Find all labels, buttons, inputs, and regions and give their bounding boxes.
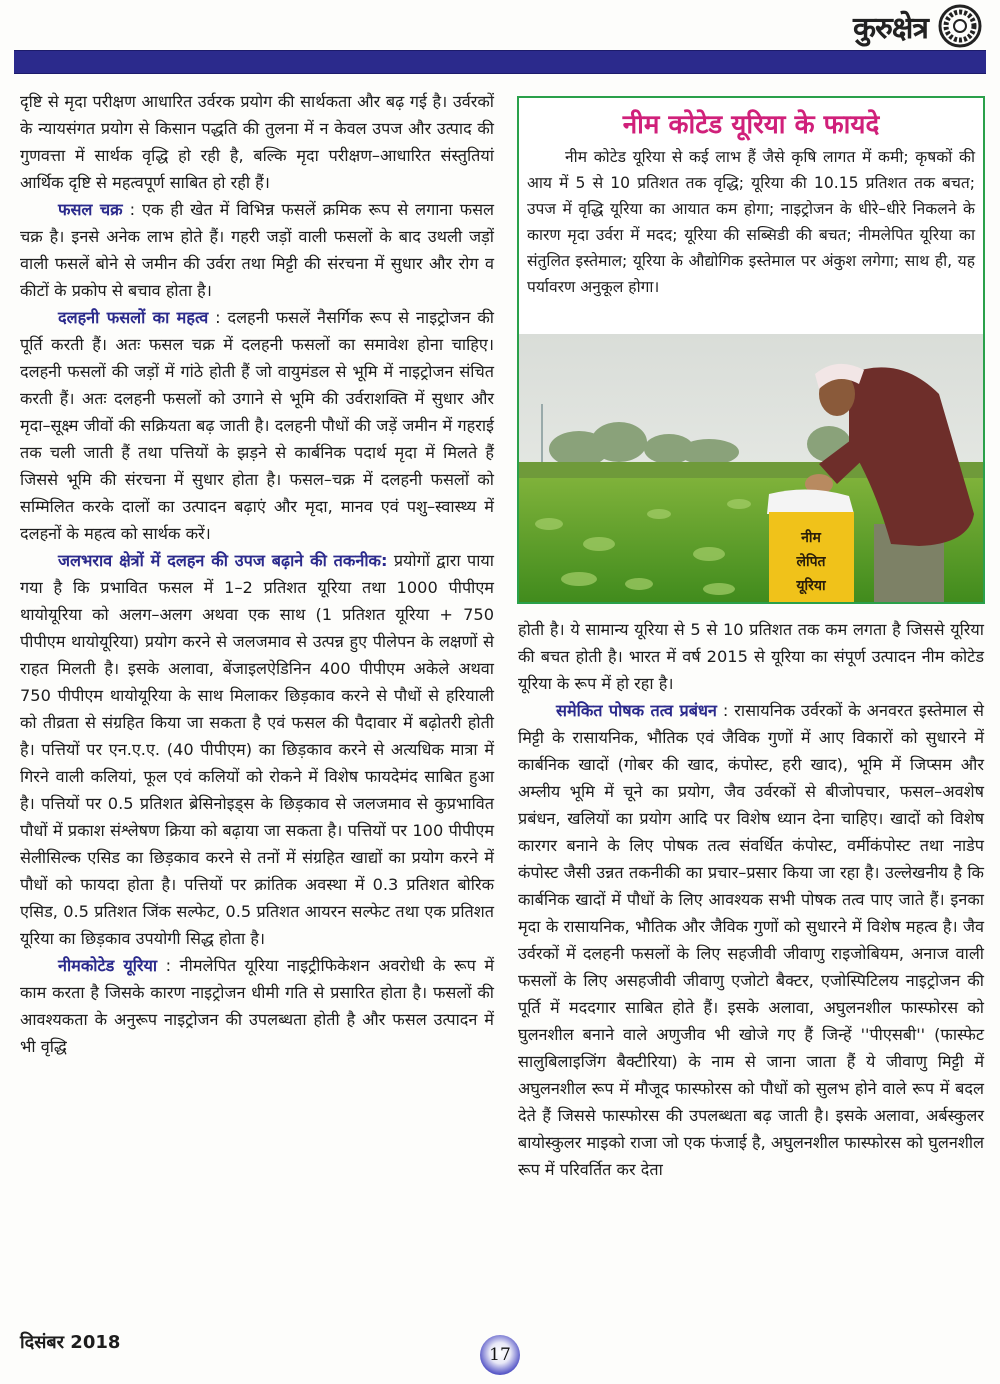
section-text: : नीमलेपित यूरिया नाइट्रीफिकेशन अवरोधी के रूप में काम करता है जिसके कारण नाइट्रोजन धीमी गति से प्रसारित होता है। फसलों की आवश्यकता के अनुरूप नाइट्रोजन की उपलब्धता होती है और फसल उत्पादन में भी वृद्धि <box>20 956 494 1056</box>
section-heading: फसल चक्र <box>58 200 123 219</box>
section-text: : रासायनिक उर्वरकों के अनवरत इस्तेमाल से मिट्टी के रासायनिक, भौतिक एवं जैविक गुणों में आए विकारों को सुधारने में कार्बनिक खादों (गोबर की खाद, कंपोस्ट, हरी खाद), भूमि में जिप्सम और अम्लीय भूमि में चूने का प्रयोग, जैव उर्वरकों से बीजोपचार, फसल–अवशेष प्रबंधन, खलियों का प्रयोग आदि पर विशेष ध्यान देना चाहिए। खादों को विशेष कारगर बनाने के लिए पोषक तत्व संवर्धित कंपोस्ट, वर्मीकंपोस्ट तथा नाडेप कंपोस्ट जैसी उन्नत तकनीकी का प्रचार–प्रसार किया जा रहा है। उल्लेखनीय है कि कार्बनिक खादों में पौधों के लिए आवश्यक सभी पोषक तत्व पाए जाते हैं। इनका मृदा के रासायनिक, भौतिक और जैविक गुणों को सुधारने में विशेष महत्व है। जैव उर्वरकों में दलहनी फसलों के लिए सहजीवी जीवाणु राइजोबियम, अनाज वाली फसलों के लिए असहजीवी जीवाणु एजोटो बैक्टर, एजोस्पिटिलय नाइट्रोजन की पूर्ति में मददगार साबित होते हैं। इसके अलावा, अघुलनशील फास्फोरस को घुलनशील बनाने वाले अणुजीव भी खोजे गए हैं जिन्हें ''पीएसबी'' (फास्फेट सालुबिलाइजिंग बैक्टीरिया) के नाम से जाना जाता हैं ये जीवाणु मिट्टी में अघुलनशील रूप में मौजूद फास्फोरस को पौधों को सुलभ होने वाले रूप में बदल देते हैं जिससे फास्फोरस की उपलब्धता बढ़ जाती है। इसके अलावा, अर्बस्कुलर बायोस्कुलर माइको राजा जो एक फंजाई है, अघुलनशील फास्फोरस को घुलनशील रूप में परिवर्तित कर देता <box>518 701 984 1179</box>
left-column <box>20 88 494 1060</box>
section-waterlogging <box>20 547 494 952</box>
masthead <box>853 4 982 48</box>
section-integrated-nutrient <box>518 697 984 1183</box>
section-neem-urea <box>20 952 494 1060</box>
section-heading: दलहनी फसलों का महत्व <box>58 308 209 327</box>
section-heading: समेकित पोषक तत्व प्रबंधन <box>556 701 717 720</box>
emblem-wheel-icon <box>938 4 982 48</box>
section-text: : दलहनी फसलें नैसर्गिक रूप से नाइट्रोजन की पूर्ति करती हैं। अतः फसल चक्र में दलहनी फसलों का समावेश होना चाहिए। दलहनी फसलों की जड़ों में गांठे होती हैं जो वायुमंडल से भूमि में नाइट्रोजन संचित करती हैं। अतः दलहनी फसलों को उगाने से भूमि की उर्वराशक्ति में सुधार और मृदा–सूक्ष्म जीवों की सक्रियता बढ़ जाती है। दलहनी पौधों की जड़ें जमीन में गहराई तक चली जाती हैं तथा पत्तियों के झड़ने से कार्बनिक पदार्थ मृदा में मिलते हैं जिससे भूमि की संरचना में सुधार होता है। फसल–चक्र में दलहनी फसलों को सम्मिलित करके दालों का उत्पादन बढ़ाएं और मृदा, मानव एवं पशु–स्वास्थ्य में दलहनों के महत्व को सार्थक करें। <box>20 308 494 543</box>
section-pulse-crops <box>20 304 494 547</box>
bag-label-line: यूरिया <box>796 578 826 594</box>
bag-label-line: लेपित <box>796 554 826 570</box>
header-bar <box>14 50 986 74</box>
magazine-name: कुरुक्षेत्र <box>852 10 928 46</box>
box-text: नीम कोटेड यूरिया से कई लाभ हैं जैसे कृषि लागत में कमी; कृषकों की आय में 5 से 10 प्रतिशत तक वृद्धि; यूरिया की 10.15 प्रतिशत तक बचत; उपज में वृद्धि यूरिया का आयात कम होगा; नाइट्रोजन के धीरे–धीरे निकलने के कारण मृदा उर्वरा में मदद; यूरिया की सब्सिडी की बचत; नीमलेपित यूरिया का संतुलित इस्तेमाल; यूरिया के औद्योगिक इस्तेमाल पर अंकुश लगेगा; साथ ही, यह पर्यावरण अनुकूल होगा। <box>527 148 975 296</box>
section-text: : एक ही खेत में विभिन्न फसलें क्रमिक रूप से लगाना फसल चक्र है। इनसे अनेक लाभ होते हैं। गहरी जड़ों वाली फसलों के बाद उथली जड़ों वाली फसलें बोने से जमीन की उर्वरा तथा मिट्टी की संरचना में सुधार और रोग व कीटों के प्रकोप से बचाव होता है। <box>20 200 494 300</box>
section-heading: जलभराव क्षेत्रों में दलहन की उपज बढ़ाने की तकनीक: <box>58 551 388 570</box>
bag-label-line: नीम <box>801 530 821 546</box>
paragraph: दृष्टि से मृदा परीक्षण आधारित उर्वरक प्रयोग की सार्थकता और बढ़ गई है। उर्वरकों के न्यायसंगत प्रयोग से किसान पद्धति की तुलना में न केवल उपज और उत्पाद की गुणवत्ता में सार्थक वृद्धि हो रही है, बल्कि मृदा परीक्षण–आधारित संस्तुतियां आर्थिक दृष्टि से महत्वपूर्ण साबित हो रही हैं। <box>20 92 494 192</box>
page-number: 17 <box>480 1335 520 1375</box>
box-title: नीम कोटेड यूरिया के फायदे <box>622 110 880 140</box>
paragraph: होती है। ये सामान्य यूरिया से 5 से 10 प्रतिशत तक कम लगता है जिससे यूरिया की बचत होती है। भारत में वर्ष 2015 से यूरिया का संपूर्ण उत्पादन नीम कोटेड यूरिया के रूप में हो रहा है। <box>518 620 984 693</box>
right-column <box>518 616 984 1183</box>
section-text: प्रयोगों द्वारा पाया गया है कि प्रभावित फसल में 1–2 प्रतिशत यूरिया तथा 1000 पीपीएम थायोयूरिया को अलग–अलग अथवा एक साथ (1 प्रतिशत यूरिया + 750 पीपीएम थायोयूरिया) प्रयोग करने से जलजमाव से उत्पन्न हुए पीलेपन के लक्षणों से राहत मिलती है। इसके अलावा, बेंजाइलऐडिनिन 400 पीपीएम अकेले अथवा 750 पीपीएम थायोयूरिया के साथ मिलाकर छिड़काव करने से पौधों से हरियाली को तीव्रता से संग्रहित किया जा सकता है एवं फसल की पैदावार में बढ़ोतरी होती है। पत्तियों पर एन.ए.ए. (40 पीपीएम) का छिड़काव करने से अत्यधिक मात्रा में गिरने वाली कलियां, फूल एवं कलियों को रोकने में विशेष फायदेमंद साबित हुआ है। पत्तियों पर 0.5 प्रतिशत ब्रेसिनोइड्स के छिड़काव से जलजमाव से कुप्रभावित पौधों में प्रकाश संश्लेषण क्रिया को बढ़ाया जा सकता है। पत्तियों पर 100 पीपीएम सेलीसिल्क एसिड का छिड़काव करने से तनों में संग्रहित खाद्यों का प्रयोग करने में पौधों को फायदा होता है। पत्तियों पर क्रांतिक अवस्था में 0.3 प्रतिशत बोरिक एसिड, 0.5 प्रतिशत जिंक सल्फेट, 0.5 प्रतिशत आयरन सल्फेट तथा एक प्रतिशत यूरिया का छिड़काव उपयोगी सिद्ध होता है। <box>20 551 494 948</box>
section-heading: नीमकोटेड यूरिया <box>58 956 158 975</box>
urea-bag <box>767 489 854 604</box>
farmer-photo <box>519 334 983 604</box>
neem-urea-benefits-box <box>517 96 985 604</box>
issue-date: दिसंबर 2018 <box>20 1332 121 1353</box>
section-crop-rotation <box>20 196 494 304</box>
farmer-illustration <box>519 334 983 604</box>
